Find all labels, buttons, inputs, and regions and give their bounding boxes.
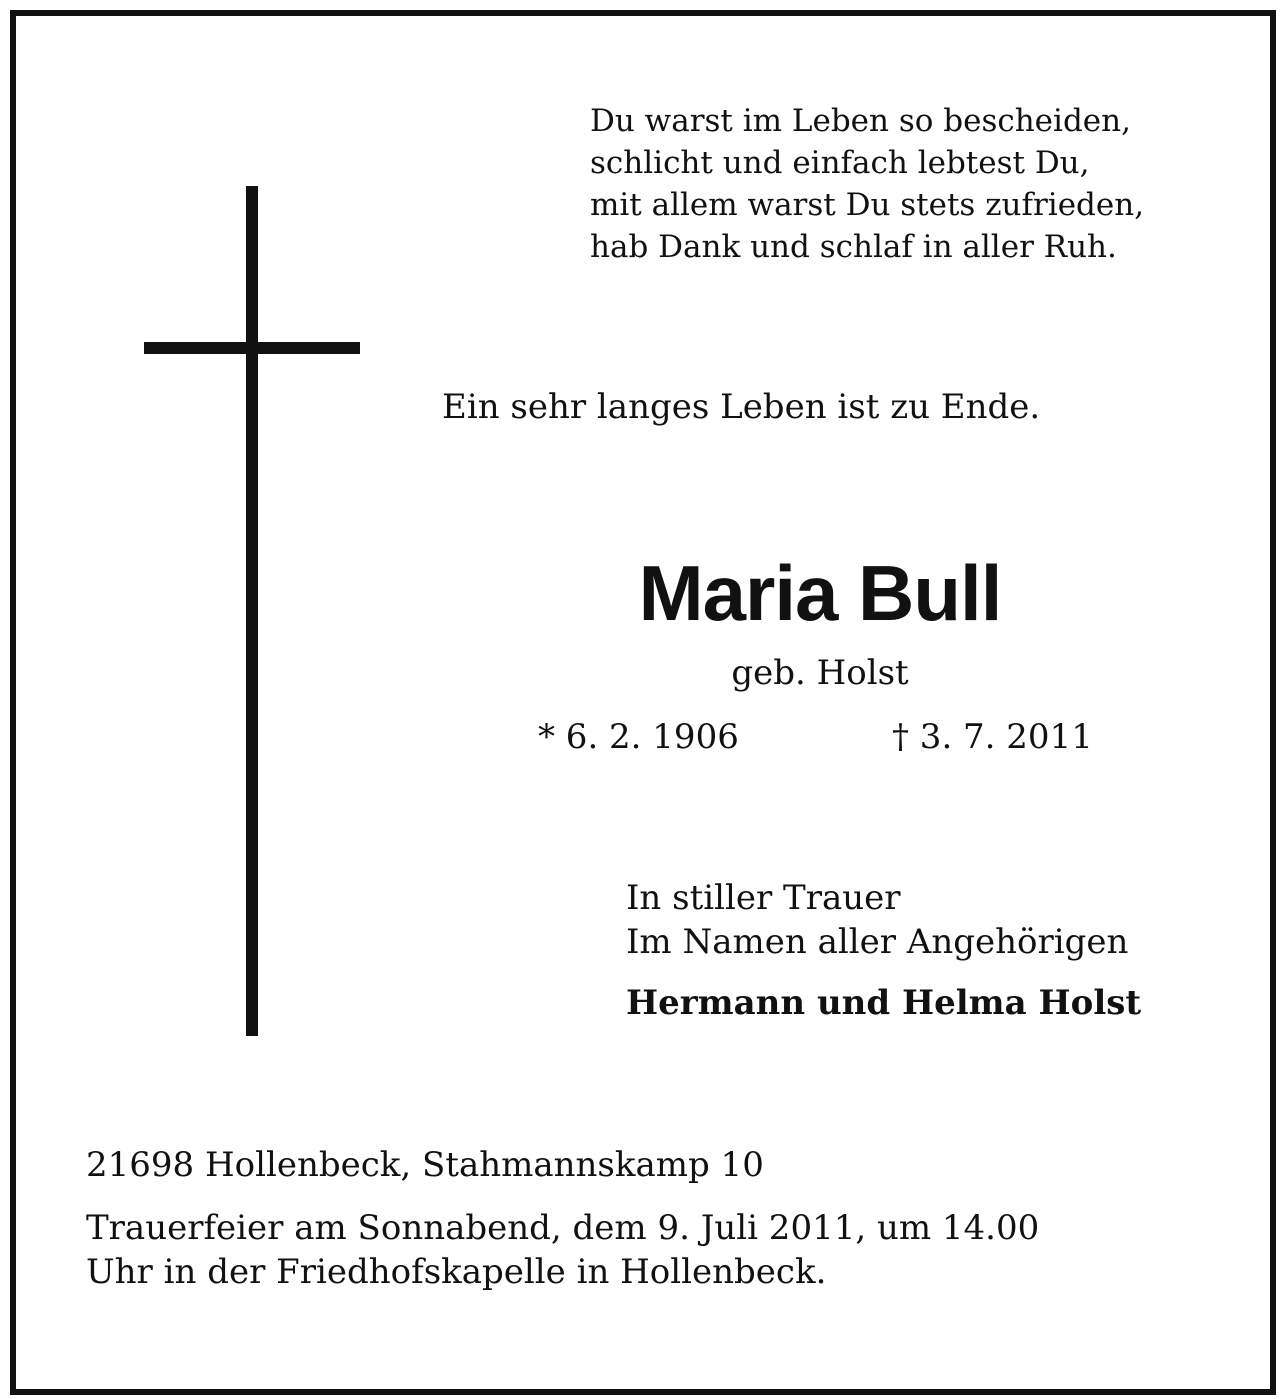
birth-date: * 6. 2. 1906 (538, 717, 739, 757)
cross-vertical-bar (246, 186, 258, 1036)
cross-horizontal-bar (144, 342, 360, 354)
mourning-text (626, 876, 1128, 964)
poem-line: mit allem warst Du stets zufrieden, (590, 187, 1145, 223)
memorial-poem (590, 100, 1250, 268)
service-line: Trauerfeier am Sonnabend, dem 9. Juli 2011, um 14.00 (86, 1208, 1040, 1248)
deceased-name: Maria Bull (638, 549, 1002, 637)
poem-line: Du warst im Leben so bescheiden, (590, 103, 1131, 139)
mourner-names: Hermann und Helma Holst (626, 983, 1142, 1023)
service-line: Uhr in der Friedhofskapelle in Hollenbeck. (86, 1252, 827, 1292)
funeral-service-notice (86, 1206, 1206, 1294)
intro-text: Ein sehr langes Leben ist zu Ende. (442, 387, 1041, 427)
mourning-line: In stiller Trauer (626, 878, 901, 918)
mourning-line: Im Namen aller Angehörigen (626, 922, 1129, 962)
poem-line: hab Dank und schlaf in aller Ruh. (590, 229, 1117, 265)
address: 21698 Hollenbeck, Stahmannskamp 10 (86, 1145, 764, 1185)
poem-line: schlicht und einfach lebtest Du, (590, 145, 1090, 181)
death-date: † 3. 7. 2011 (892, 717, 1093, 757)
maiden-name: geb. Holst (731, 653, 909, 693)
